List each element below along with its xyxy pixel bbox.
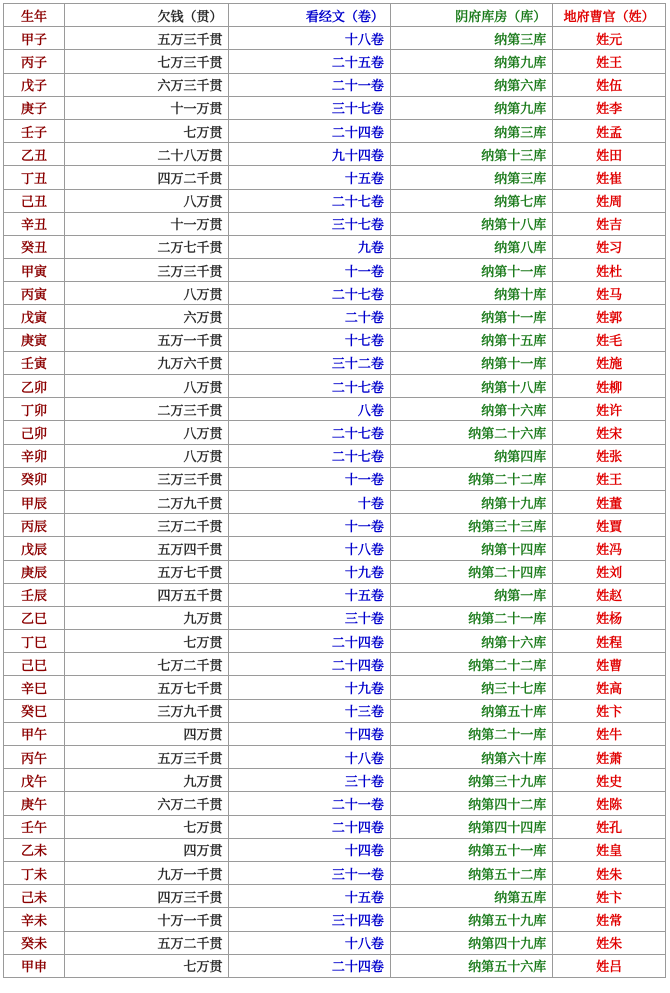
sutra-cell: 十一卷: [229, 467, 390, 490]
debt-cell: 七万贯: [65, 954, 229, 977]
table-row: [4, 606, 666, 629]
official-cell: 姓杨: [553, 606, 666, 629]
sutra-cell: 十七卷: [229, 328, 390, 351]
official-cell: 姓马: [553, 282, 666, 305]
debt-cell: 九万一千贯: [65, 861, 229, 884]
official-cell: 姓李: [553, 96, 666, 119]
table-row: [4, 467, 666, 490]
sutra-cell: 二十七卷: [229, 421, 390, 444]
table-row: [4, 908, 666, 931]
sutra-cell: 二十五卷: [229, 50, 390, 73]
sutra-cell: 八卷: [229, 398, 390, 421]
table-row: [4, 722, 666, 745]
header-birth-year: 生年: [4, 4, 65, 27]
sutra-cell: 二十七卷: [229, 375, 390, 398]
birth-year-cell: 壬午: [4, 815, 65, 838]
debt-cell: 五万七千贯: [65, 560, 229, 583]
debt-cell: 五万三千贯: [65, 746, 229, 769]
birth-year-cell: 丙寅: [4, 282, 65, 305]
birth-year-cell: 乙丑: [4, 143, 65, 166]
table-row: [4, 398, 666, 421]
vault-cell: 纳第二十六库: [390, 421, 552, 444]
birth-year-cell: 丁丑: [4, 166, 65, 189]
sutra-cell: 十九卷: [229, 560, 390, 583]
official-cell: 姓张: [553, 444, 666, 467]
vault-cell: 纳第五十一库: [390, 838, 552, 861]
birth-year-cell: 丙午: [4, 746, 65, 769]
birth-year-cell: 辛未: [4, 908, 65, 931]
birth-year-cell: 乙巳: [4, 606, 65, 629]
debt-cell: 四万贯: [65, 838, 229, 861]
vault-cell: 纳第九库: [390, 96, 552, 119]
official-cell: 姓皇: [553, 838, 666, 861]
table-row: [4, 282, 666, 305]
sutra-cell: 二十卷: [229, 305, 390, 328]
official-cell: 姓王: [553, 50, 666, 73]
official-cell: 姓曹: [553, 653, 666, 676]
birth-year-cell: 甲午: [4, 722, 65, 745]
vault-cell: 纳第二十一库: [390, 606, 552, 629]
debt-cell: 五万二千贯: [65, 931, 229, 954]
vault-cell: 纳第十八库: [390, 375, 552, 398]
official-cell: 姓施: [553, 351, 666, 374]
table-row: [4, 119, 666, 142]
table-row: [4, 838, 666, 861]
debt-cell: 六万贯: [65, 305, 229, 328]
sutra-cell: 十九卷: [229, 676, 390, 699]
sutra-cell: 三十四卷: [229, 908, 390, 931]
official-cell: 姓伍: [553, 73, 666, 96]
official-cell: 姓崔: [553, 166, 666, 189]
debt-cell: 五万一千贯: [65, 328, 229, 351]
birth-year-cell: 己丑: [4, 189, 65, 212]
sutra-cell: 十八卷: [229, 537, 390, 560]
official-cell: 姓赵: [553, 583, 666, 606]
official-cell: 姓刘: [553, 560, 666, 583]
vault-cell: 纳三十七库: [390, 676, 552, 699]
debt-cell: 三万二千贯: [65, 514, 229, 537]
official-cell: 姓史: [553, 769, 666, 792]
official-cell: 姓孔: [553, 815, 666, 838]
debt-cell: 九万贯: [65, 769, 229, 792]
debt-cell: 八万贯: [65, 189, 229, 212]
official-cell: 姓许: [553, 398, 666, 421]
debt-cell: 九万贯: [65, 606, 229, 629]
sutra-cell: 十五卷: [229, 583, 390, 606]
debt-cell: 七万贯: [65, 630, 229, 653]
sutra-cell: 三十七卷: [229, 96, 390, 119]
birth-year-cell: 癸巳: [4, 699, 65, 722]
vault-cell: 纳第十一库: [390, 305, 552, 328]
birth-year-cell: 甲申: [4, 954, 65, 977]
debt-table: [3, 3, 666, 978]
birth-year-cell: 甲辰: [4, 490, 65, 513]
vault-cell: 纳第五十九库: [390, 908, 552, 931]
vault-cell: 纳第七库: [390, 189, 552, 212]
sutra-cell: 二十一卷: [229, 73, 390, 96]
official-cell: 姓朱: [553, 861, 666, 884]
official-cell: 姓高: [553, 676, 666, 699]
debt-cell: 六万二千贯: [65, 792, 229, 815]
birth-year-cell: 丁巳: [4, 630, 65, 653]
official-cell: 姓吕: [553, 954, 666, 977]
sutra-cell: 二十四卷: [229, 954, 390, 977]
table-row: [4, 885, 666, 908]
birth-year-cell: 丙子: [4, 50, 65, 73]
sutra-cell: 十八卷: [229, 931, 390, 954]
sutra-cell: 九十四卷: [229, 143, 390, 166]
table-row: [4, 699, 666, 722]
table-row: [4, 143, 666, 166]
sutra-cell: 二十四卷: [229, 630, 390, 653]
table-row: [4, 676, 666, 699]
vault-cell: 纳第二十二库: [390, 467, 552, 490]
official-cell: 姓卞: [553, 885, 666, 908]
birth-year-cell: 癸未: [4, 931, 65, 954]
sutra-cell: 十八卷: [229, 746, 390, 769]
official-cell: 姓吉: [553, 212, 666, 235]
vault-cell: 纳第十九库: [390, 490, 552, 513]
vault-cell: 纳第四十九库: [390, 931, 552, 954]
vault-cell: 纳第二十一库: [390, 722, 552, 745]
sutra-cell: 十四卷: [229, 838, 390, 861]
debt-cell: 七万贯: [65, 119, 229, 142]
vault-cell: 纳第十一库: [390, 351, 552, 374]
vault-cell: 纳第十三库: [390, 143, 552, 166]
sutra-cell: 二十七卷: [229, 282, 390, 305]
official-cell: 姓习: [553, 235, 666, 258]
debt-cell: 四万三千贯: [65, 885, 229, 908]
official-cell: 姓常: [553, 908, 666, 931]
debt-cell: 七万二千贯: [65, 653, 229, 676]
vault-cell: 纳第三库: [390, 166, 552, 189]
birth-year-cell: 辛丑: [4, 212, 65, 235]
official-cell: 姓程: [553, 630, 666, 653]
vault-cell: 纳第五十库: [390, 699, 552, 722]
birth-year-cell: 戊辰: [4, 537, 65, 560]
table-row: [4, 375, 666, 398]
sutra-cell: 三十二卷: [229, 351, 390, 374]
vault-cell: 纳第六十库: [390, 746, 552, 769]
debt-cell: 三万九千贯: [65, 699, 229, 722]
vault-cell: 纳第九库: [390, 50, 552, 73]
official-cell: 姓周: [553, 189, 666, 212]
official-cell: 姓董: [553, 490, 666, 513]
birth-year-cell: 戊子: [4, 73, 65, 96]
header-sutra: 看经文（卷）: [229, 4, 390, 27]
birth-year-cell: 辛巳: [4, 676, 65, 699]
official-cell: 姓陈: [553, 792, 666, 815]
official-cell: 姓元: [553, 27, 666, 50]
vault-cell: 纳第三库: [390, 119, 552, 142]
sutra-cell: 三十七卷: [229, 212, 390, 235]
table-row: [4, 653, 666, 676]
sutra-cell: 二十四卷: [229, 653, 390, 676]
birth-year-cell: 丙辰: [4, 514, 65, 537]
birth-year-cell: 甲寅: [4, 259, 65, 282]
debt-cell: 二十八万贯: [65, 143, 229, 166]
birth-year-cell: 丁卯: [4, 398, 65, 421]
sutra-cell: 十三卷: [229, 699, 390, 722]
table-row: [4, 305, 666, 328]
table-row: [4, 50, 666, 73]
birth-year-cell: 乙卯: [4, 375, 65, 398]
debt-cell: 三万三千贯: [65, 259, 229, 282]
debt-cell: 十一万贯: [65, 212, 229, 235]
sutra-cell: 二十一卷: [229, 792, 390, 815]
table-row: [4, 96, 666, 119]
sutra-cell: 九卷: [229, 235, 390, 258]
sutra-cell: 十五卷: [229, 885, 390, 908]
sutra-cell: 三十卷: [229, 769, 390, 792]
vault-cell: 纳第十六库: [390, 398, 552, 421]
official-cell: 姓卞: [553, 699, 666, 722]
official-cell: 姓宋: [553, 421, 666, 444]
sutra-cell: 二十七卷: [229, 444, 390, 467]
table-row: [4, 815, 666, 838]
birth-year-cell: 壬子: [4, 119, 65, 142]
vault-cell: 纳第十六库: [390, 630, 552, 653]
debt-cell: 五万七千贯: [65, 676, 229, 699]
debt-cell: 七万三千贯: [65, 50, 229, 73]
official-cell: 姓冯: [553, 537, 666, 560]
table-row: [4, 746, 666, 769]
debt-cell: 八万贯: [65, 282, 229, 305]
table-row: [4, 861, 666, 884]
debt-cell: 四万二千贯: [65, 166, 229, 189]
debt-cell: 八万贯: [65, 421, 229, 444]
sutra-cell: 二十四卷: [229, 119, 390, 142]
table-row: [4, 328, 666, 351]
vault-cell: 纳第三库: [390, 27, 552, 50]
sutra-cell: 三十卷: [229, 606, 390, 629]
debt-cell: 八万贯: [65, 444, 229, 467]
debt-cell: 四万贯: [65, 722, 229, 745]
birth-year-cell: 庚辰: [4, 560, 65, 583]
table-row: [4, 212, 666, 235]
table-row: [4, 560, 666, 583]
birth-year-cell: 己未: [4, 885, 65, 908]
official-cell: 姓王: [553, 467, 666, 490]
debt-cell: 二万三千贯: [65, 398, 229, 421]
debt-cell: 二万九千贯: [65, 490, 229, 513]
table-row: [4, 27, 666, 50]
birth-year-cell: 丁未: [4, 861, 65, 884]
table-body: [4, 27, 666, 978]
vault-cell: 纳第五库: [390, 885, 552, 908]
vault-cell: 纳第五十二库: [390, 861, 552, 884]
birth-year-cell: 癸丑: [4, 235, 65, 258]
vault-cell: 纳第十五库: [390, 328, 552, 351]
table-row: [4, 931, 666, 954]
official-cell: 姓郭: [553, 305, 666, 328]
debt-cell: 九万六千贯: [65, 351, 229, 374]
sutra-cell: 十五卷: [229, 166, 390, 189]
birth-year-cell: 戊寅: [4, 305, 65, 328]
debt-cell: 七万贯: [65, 815, 229, 838]
official-cell: 姓毛: [553, 328, 666, 351]
vault-cell: 纳第四库: [390, 444, 552, 467]
sutra-cell: 二十七卷: [229, 189, 390, 212]
birth-year-cell: 庚子: [4, 96, 65, 119]
sutra-cell: 十卷: [229, 490, 390, 513]
official-cell: 姓田: [553, 143, 666, 166]
debt-cell: 五万四千贯: [65, 537, 229, 560]
debt-cell: 十一万贯: [65, 96, 229, 119]
table-row: [4, 792, 666, 815]
vault-cell: 纳第一库: [390, 583, 552, 606]
official-cell: 姓賈: [553, 514, 666, 537]
birth-year-cell: 辛卯: [4, 444, 65, 467]
birth-year-cell: 癸卯: [4, 467, 65, 490]
sutra-cell: 二十四卷: [229, 815, 390, 838]
debt-cell: 八万贯: [65, 375, 229, 398]
table-row: [4, 235, 666, 258]
birth-year-cell: 壬辰: [4, 583, 65, 606]
vault-cell: 纳第二十二库: [390, 653, 552, 676]
sutra-cell: 十一卷: [229, 259, 390, 282]
vault-cell: 纳第六库: [390, 73, 552, 96]
debt-cell: 二万七千贯: [65, 235, 229, 258]
table-row: [4, 189, 666, 212]
official-cell: 姓杜: [553, 259, 666, 282]
official-cell: 姓朱: [553, 931, 666, 954]
vault-cell: 纳第三十九库: [390, 769, 552, 792]
official-cell: 姓萧: [553, 746, 666, 769]
table-row: [4, 514, 666, 537]
birth-year-cell: 己卯: [4, 421, 65, 444]
table-row: [4, 421, 666, 444]
table-row: [4, 73, 666, 96]
birth-year-cell: 乙未: [4, 838, 65, 861]
vault-cell: 纳第五十六库: [390, 954, 552, 977]
vault-cell: 纳第十库: [390, 282, 552, 305]
birth-year-cell: 庚寅: [4, 328, 65, 351]
debt-cell: 四万五千贯: [65, 583, 229, 606]
vault-cell: 纳第十四库: [390, 537, 552, 560]
table-row: [4, 954, 666, 977]
table-row: [4, 583, 666, 606]
debt-cell: 十万一千贯: [65, 908, 229, 931]
sutra-cell: 十八卷: [229, 27, 390, 50]
birth-year-cell: 壬寅: [4, 351, 65, 374]
table-row: [4, 630, 666, 653]
table-row: [4, 166, 666, 189]
table-row: [4, 259, 666, 282]
vault-cell: 纳第三十三库: [390, 514, 552, 537]
vault-cell: 纳第四十二库: [390, 792, 552, 815]
debt-cell: 五万三千贯: [65, 27, 229, 50]
table-row: [4, 537, 666, 560]
birth-year-cell: 甲子: [4, 27, 65, 50]
header-debt: 欠钱（贯）: [65, 4, 229, 27]
table-row: [4, 769, 666, 792]
vault-cell: 纳第十一库: [390, 259, 552, 282]
vault-cell: 纳第二十四库: [390, 560, 552, 583]
official-cell: 姓牛: [553, 722, 666, 745]
official-cell: 姓孟: [553, 119, 666, 142]
table-row: [4, 351, 666, 374]
vault-cell: 纳第八库: [390, 235, 552, 258]
table-row: [4, 444, 666, 467]
debt-cell: 三万三千贯: [65, 467, 229, 490]
vault-cell: 纳第四十四库: [390, 815, 552, 838]
birth-year-cell: 戊午: [4, 769, 65, 792]
header-official: 地府曹官（姓）: [553, 4, 666, 27]
debt-table-container: [3, 3, 666, 978]
birth-year-cell: 庚午: [4, 792, 65, 815]
header-vault: 阴府库房（库）: [390, 4, 552, 27]
sutra-cell: 十一卷: [229, 514, 390, 537]
vault-cell: 纳第十八库: [390, 212, 552, 235]
table-row: [4, 490, 666, 513]
debt-cell: 六万三千贯: [65, 73, 229, 96]
header-row: [4, 4, 666, 27]
official-cell: 姓柳: [553, 375, 666, 398]
sutra-cell: 十四卷: [229, 722, 390, 745]
sutra-cell: 三十一卷: [229, 861, 390, 884]
birth-year-cell: 己巳: [4, 653, 65, 676]
